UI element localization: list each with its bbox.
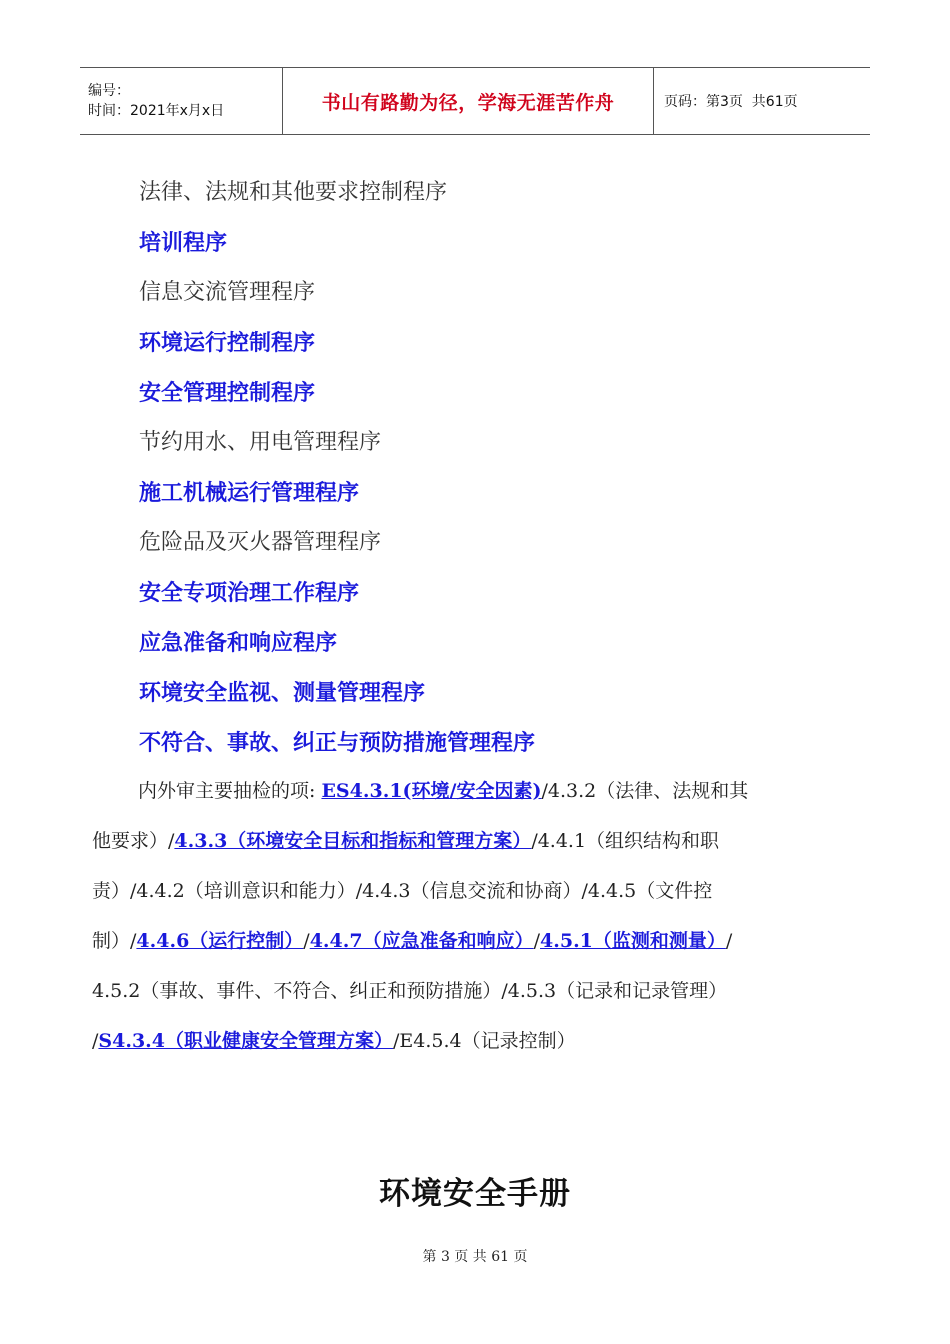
audit-text: /4.3.2（法律、法规和其 (541, 780, 749, 802)
header-meta (80, 68, 282, 134)
audit-link-es431[interactable]: ES4.3.1(环境/安全因素) (321, 780, 542, 802)
procedure-link[interactable]: 应急准备和响应程序 (139, 630, 338, 656)
audit-link-451[interactable]: 4.5.1（监测和测量） (540, 930, 726, 952)
doc-date: 时间：2021年x月x日 (88, 103, 225, 119)
header-page-label: 页码：第3页 共61页 (664, 94, 798, 110)
procedure-item: 节约用水、用电管理程序 (139, 430, 382, 455)
audit-text: / (92, 1030, 99, 1052)
procedure-link[interactable]: 施工机械运行管理程序 (139, 480, 360, 506)
audit-sep: / (303, 930, 310, 952)
audit-paragraph (92, 776, 862, 1076)
page-footer: 第 3 页 共 61 页 (422, 1249, 528, 1265)
procedure-link[interactable]: 不符合、事故、纠正与预防措施管理程序 (139, 730, 536, 756)
audit-text: 责）/4.4.2（培训意识和能力）/4.4.3（信息交流和协商）/4.4.5（文件控 (92, 880, 713, 902)
audit-line (92, 1026, 862, 1076)
procedure-link[interactable]: 安全专项治理工作程序 (139, 580, 360, 606)
audit-line (92, 976, 862, 1026)
audit-sep: / (533, 930, 541, 952)
audit-link-446[interactable]: 4.4.6（运行控制） (136, 930, 304, 952)
audit-text: / (725, 930, 733, 952)
procedure-item: 危险品及灭火器管理程序 (139, 530, 382, 555)
audit-link-s434[interactable]: S4.3.4（职业健康安全管理方案） (98, 1030, 394, 1052)
audit-text: 内外审主要抽检的项: (138, 780, 322, 802)
audit-text: /4.4.1（组织结构和职 (531, 830, 720, 852)
audit-line (92, 826, 862, 876)
audit-text: /E4.5.4（记录控制） (393, 1030, 576, 1052)
procedure-link[interactable]: 安全管理控制程序 (139, 380, 316, 406)
procedure-item: 信息交流管理程序 (139, 280, 316, 305)
page-header (80, 67, 870, 135)
procedure-link[interactable]: 环境安全监视、测量管理程序 (139, 680, 426, 706)
header-motto: 书山有路勤为径，学海无涯苦作舟 (282, 68, 654, 134)
audit-line (92, 926, 862, 976)
header-page-info (654, 68, 870, 134)
audit-link-433[interactable]: 4.3.3（环境安全目标和指标和管理方案） (174, 830, 532, 852)
section-title: 环境安全手册 (379, 1176, 571, 1212)
audit-link-447[interactable]: 4.4.7（应急准备和响应） (309, 930, 534, 952)
audit-text: 他要求）/ (92, 830, 175, 852)
procedure-link[interactable]: 培训程序 (139, 230, 228, 256)
audit-line (92, 776, 862, 826)
doc-code-label: 编号： (88, 83, 130, 99)
procedure-item: 法律、法规和其他要求控制程序 (139, 180, 448, 205)
procedure-link[interactable]: 环境运行控制程序 (139, 330, 316, 356)
audit-line (92, 876, 862, 926)
audit-text: 制）/ (92, 930, 137, 952)
audit-text: 4.5.2（事故、事件、不符合、纠正和预防措施）/4.5.3（记录和记录管理） (92, 980, 728, 1002)
